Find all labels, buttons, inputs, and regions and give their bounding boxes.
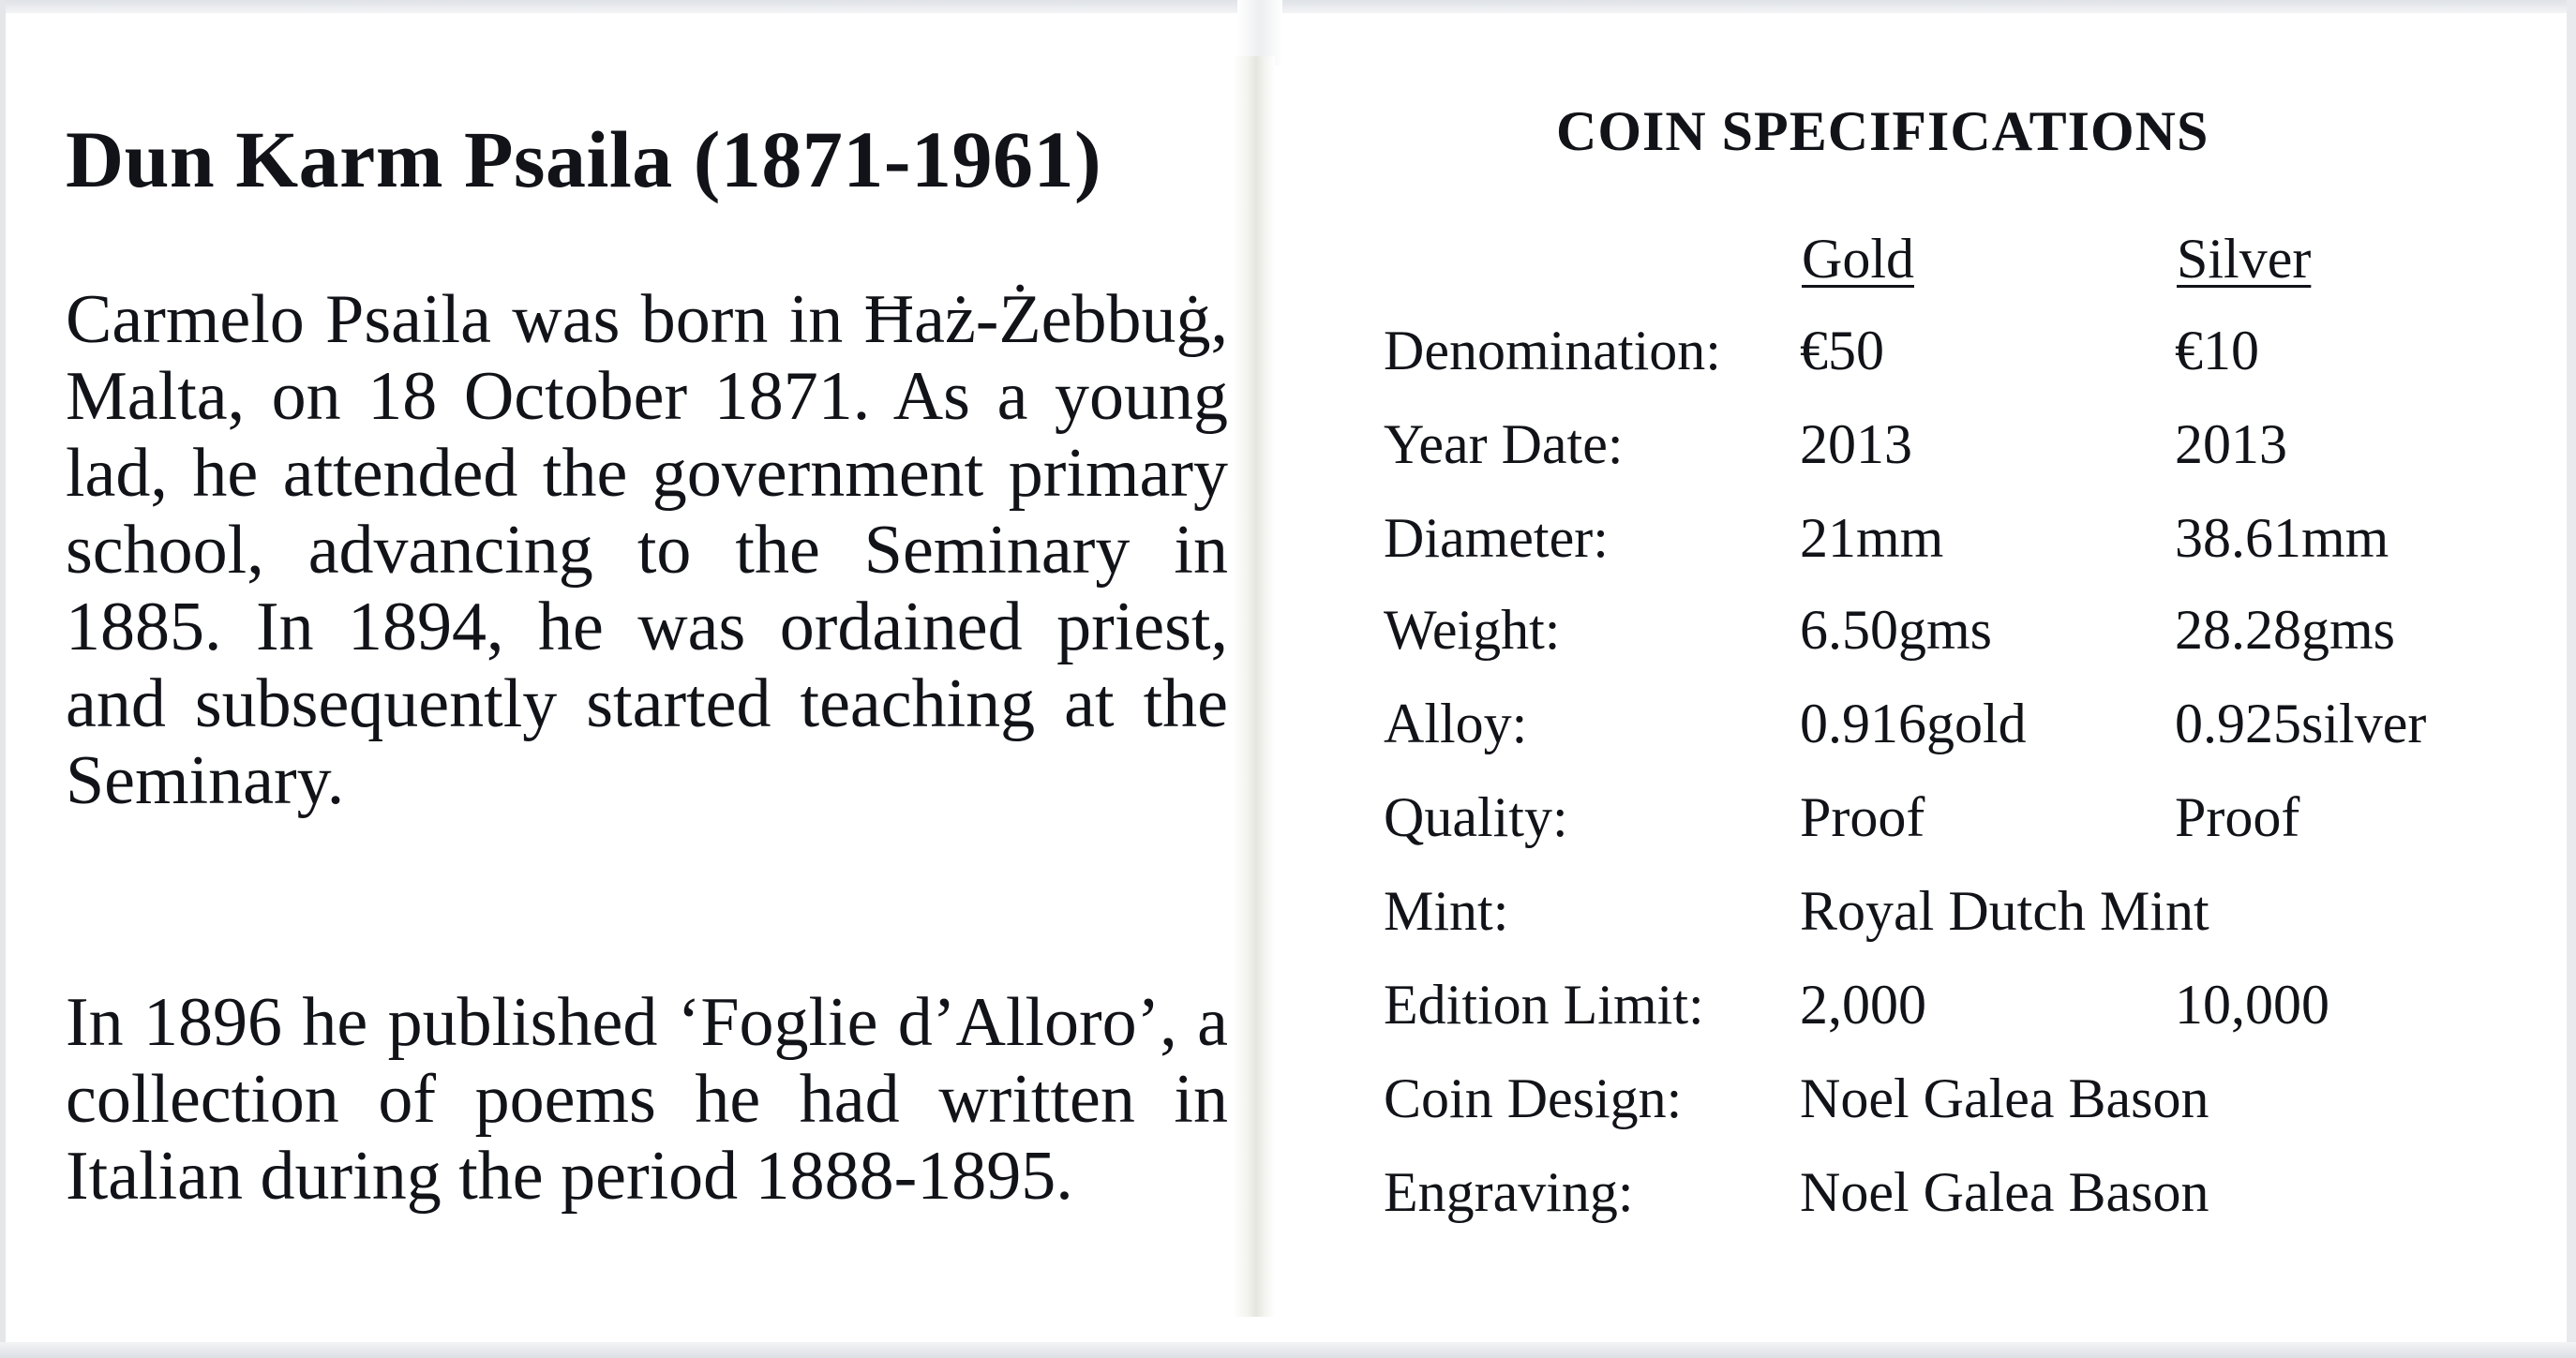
spec-value-silver: 0.925silver (2175, 693, 2427, 754)
spec-value-gold: 6.50gms (1800, 599, 1993, 661)
biography-paragraph-1: Carmelo Psaila was born in Ħaż-Żebbuġ, Malta, on 18 October 1871. As a young lad, he attended the government primary school, advancing to the Seminary in 1885. In 1894, he was ordained priest, and subsequently started teaching at the Seminary. (66, 281, 1228, 819)
spec-label: Alloy: (1384, 693, 1528, 754)
biography-title: Dun Karm Psaila (1871-1961) (66, 114, 1102, 204)
spec-value-gold: Proof (1800, 786, 1925, 848)
spec-value-gold: 2013 (1800, 413, 1912, 475)
spec-value-shared: Noel Galea Bason (1800, 1067, 2209, 1129)
spec-label: Engraving: (1384, 1161, 1634, 1223)
spec-value-silver: 38.61mm (2175, 507, 2389, 569)
spec-value-gold: €50 (1800, 320, 1884, 381)
column-header-silver: Silver (2177, 228, 2312, 290)
spec-value-shared: Royal Dutch Mint (1800, 880, 2209, 942)
spec-value-gold: 21mm (1800, 507, 1944, 569)
spec-value-gold: 2,000 (1800, 974, 1926, 1036)
spec-label: Quality: (1384, 786, 1568, 848)
scan-border-bottom (0, 1342, 2576, 1358)
biography-paragraph-2: In 1896 he published ‘Foglie d’Alloro’, a collection of poems he had written in Italian during the period 1888-1895. (66, 984, 1228, 1215)
scan-border-top (0, 0, 2576, 13)
biography-panel (66, 103, 1228, 1215)
scan-border-left (0, 0, 6, 1358)
specifications-title: COIN SPECIFICATIONS (1556, 100, 2209, 162)
spec-value-silver: 2013 (2175, 413, 2287, 475)
spec-label: Mint: (1384, 880, 1509, 942)
page-fold (1234, 56, 1275, 1317)
spec-value-silver: 10,000 (2175, 974, 2329, 1036)
spec-label: Denomination: (1384, 320, 1721, 381)
spec-label: Year Date: (1384, 413, 1624, 475)
spec-label: Coin Design: (1384, 1067, 1683, 1129)
spec-value-shared: Noel Galea Bason (1800, 1161, 2209, 1223)
scan-border-right (2567, 0, 2576, 1358)
column-header-gold: Gold (1802, 228, 1914, 290)
spec-value-silver: 28.28gms (2175, 599, 2396, 661)
spec-label: Diameter: (1384, 507, 1609, 569)
spec-value-silver: Proof (2175, 786, 2300, 848)
spec-value-silver: €10 (2175, 320, 2259, 381)
spec-label: Edition Limit: (1384, 974, 1704, 1036)
spec-value-gold: 0.916gold (1800, 693, 2027, 754)
spec-label: Weight: (1384, 599, 1561, 661)
